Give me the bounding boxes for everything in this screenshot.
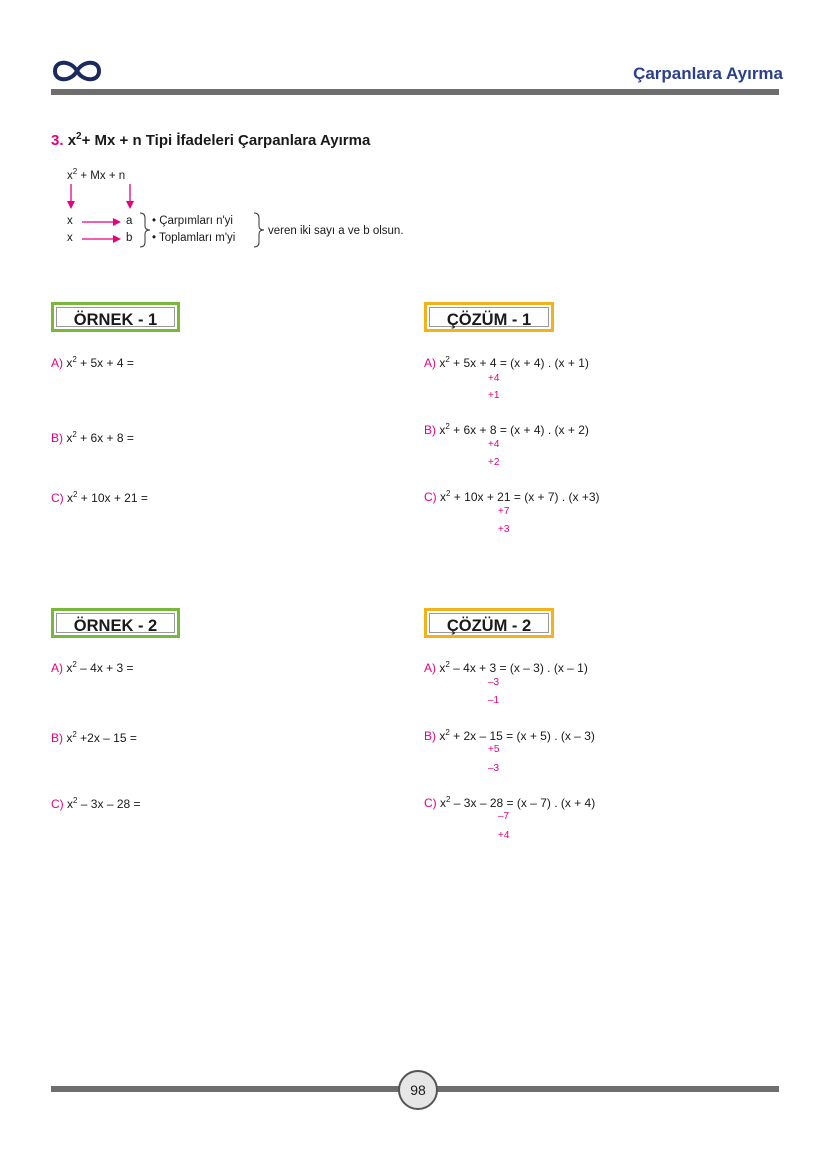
inline-text: 2 [446,489,451,498]
inline-text: A) [51,356,63,370]
inline-text: + 10x + 21 = [77,491,148,505]
example1-item-b [51,430,134,445]
inline-text: x [67,491,74,505]
inline-text: 2 [72,355,77,364]
example2-item-a [51,660,134,675]
section-title-exp: 2 [76,131,82,142]
intro-row2-right: b [126,232,133,244]
inline-text: A) [51,661,63,675]
footer-divider-right [434,1086,779,1092]
example2-item-b [51,730,137,745]
inline-text: A) [424,356,436,370]
inline-text: x [66,356,73,370]
inline-text: C) [51,797,64,811]
inline-text: – 4x + 3 = [76,661,134,675]
inline-text: A) [424,661,436,675]
example1-title-box [51,302,180,332]
solution1-c-factor1: +7 [498,506,510,517]
solution2-item-a [424,660,588,675]
intro-row1-right: a [126,215,133,227]
down-arrow-icon [125,184,135,210]
header-title: Çarpanlara Ayırma [633,64,783,83]
section-title [51,131,370,149]
solution1-item-b [424,422,589,437]
example2-item-c [51,796,141,811]
solution2-a-factor2: –1 [488,695,500,706]
inline-text: + 2x – 15 = (x + 5) . (x – 3) [449,729,595,743]
example1-item-a [51,355,134,370]
solution1-a-factor2: +1 [488,390,500,401]
inline-text: – 3x – 28 = [77,797,141,811]
inline-text: • Çarpımları n'yi [152,215,233,227]
solution1-a-factor1: +4 [488,373,500,384]
solution2-b-factor2: –3 [488,763,500,774]
inline-text: x [66,731,73,745]
intro-expr-base: x [67,169,73,182]
inline-text: B) [424,423,436,437]
inline-text: C) [51,491,64,505]
inline-text: x [67,797,74,811]
section-title-base: x [67,132,77,149]
inline-text: x [439,423,446,437]
inline-text: x [439,729,446,743]
inline-text: + 6x + 8 = (x + 4) . (x + 2) [449,423,589,437]
inline-text: 2 [445,728,450,737]
intro-bullet-product [152,215,233,227]
section-title-rest: + Mx + n Tipi İfadeleri Çarpanlara Ayırma [81,132,371,149]
inline-text: 2 [72,430,77,439]
right-arrow-icon [82,234,122,244]
intro-bullet-sum [152,232,235,244]
inline-text: + 10x + 21 = (x + 7) . (x +3) [450,490,600,504]
inline-text: – 3x – 28 = (x – 7) . (x + 4) [450,796,596,810]
inline-text: 2 [73,490,78,499]
inline-text: C) [424,490,437,504]
solution2-b-factor1: +5 [488,744,500,755]
inline-text: B) [51,731,63,745]
example2-title: ÖRNEK - 2 [56,613,175,633]
section-number: 3. [51,132,64,149]
intro-expr-exp: 2 [72,167,78,176]
header-divider [51,89,779,95]
down-arrow-icon [66,184,76,210]
right-arrow-icon [82,217,122,227]
inline-text: 2 [72,660,77,669]
infinity-icon [50,57,104,85]
solution2-c-factor1: –7 [498,811,510,822]
inline-text: x [440,490,447,504]
inline-text: – 4x + 3 = (x – 3) . (x – 1) [449,661,588,675]
solution2-title: ÇÖZÜM - 2 [429,613,549,633]
intro-expression [67,167,125,182]
intro-conclusion: veren iki sayı a ve b olsun. [268,225,404,237]
inline-text: 2 [72,730,77,739]
inline-text: 2 [445,660,450,669]
inline-text: C) [424,796,437,810]
inline-text: • Toplamları m'yi [152,232,236,244]
solution2-title-box [424,608,554,638]
example2-title-box [51,608,180,638]
right-brace-icon [253,212,265,248]
inline-text: 2 [446,795,451,804]
right-brace-icon [139,212,151,248]
solution2-c-factor2: +4 [498,830,510,841]
solution1-title: ÇÖZÜM - 1 [429,307,549,327]
solution2-item-b [424,728,595,743]
intro-expr-rest: + Mx + n [77,169,126,182]
intro-row1-left: x [67,215,73,227]
inline-text: +2x – 15 = [76,731,137,745]
inline-text: + 5x + 4 = [76,356,134,370]
inline-text: x [66,431,73,445]
solution2-a-factor1: –3 [488,677,500,688]
page-number: 98 [398,1070,438,1110]
solution2-item-c [424,795,595,810]
inline-text: x [439,356,446,370]
example1-title: ÖRNEK - 1 [56,307,175,327]
solution1-item-a [424,355,589,370]
solution1-b-factor2: +2 [488,457,500,468]
inline-text: 2 [445,355,450,364]
solution1-title-box [424,302,554,332]
inline-text: x [66,661,73,675]
inline-text: + 6x + 8 = [76,431,134,445]
intro-row2-left: x [67,232,73,244]
inline-text: + 5x + 4 = (x + 4) . (x + 1) [449,356,589,370]
inline-text: x [439,661,446,675]
inline-text: B) [51,431,63,445]
inline-text: x [440,796,447,810]
solution1-item-c [424,489,600,504]
example1-item-c [51,490,148,505]
solution1-b-factor1: +4 [488,439,500,450]
solution1-c-factor2: +3 [498,524,510,535]
inline-text: 2 [73,796,78,805]
inline-text: 2 [445,422,450,431]
footer-divider-left [51,1086,399,1092]
inline-text: B) [424,729,436,743]
